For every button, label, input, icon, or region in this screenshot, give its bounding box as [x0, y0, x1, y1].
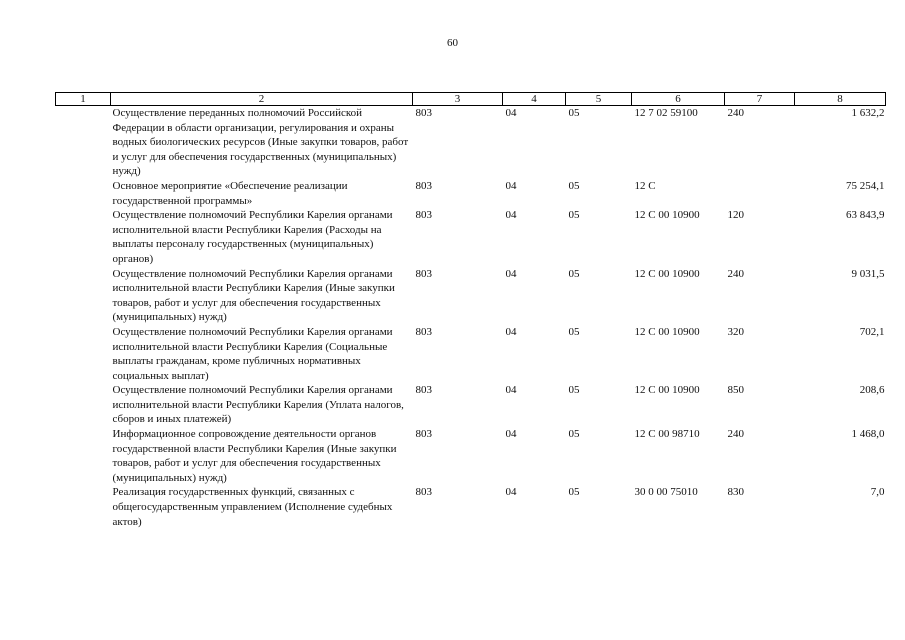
table-row — [56, 427, 886, 485]
section-code-cell: 04 — [505, 107, 517, 119]
expense-name-cell: Осуществление полномочий Республики Карелия органами исполнительной власти Республики Карелия (Уплата налогов, сборов и иных платежей) — [112, 384, 404, 426]
subsection-code-cell: 05 — [568, 179, 580, 192]
amount-cell: 702,1 — [859, 325, 885, 338]
section-code-cell: 04 — [505, 179, 517, 192]
amount-cell: 7,0 — [870, 486, 885, 499]
subsection-code-cell: 05 — [568, 209, 580, 222]
column-header: 5 — [566, 93, 632, 106]
amount-cell: 75 254,1 — [846, 179, 885, 192]
page-number: 60 — [447, 37, 458, 49]
column-header: 8 — [795, 93, 886, 106]
target-article-cell: 12 7 02 59100 — [634, 107, 698, 119]
expense-type-cell: 830 — [727, 486, 744, 499]
budget-table — [55, 92, 886, 529]
subsection-code-cell: 05 — [568, 325, 580, 338]
expense-name-cell: Реализация государственных функций, связанных с общегосударственным управлением (Исполнение судебных актов) — [112, 486, 393, 528]
expense-type-cell: 240 — [727, 428, 744, 441]
table-row — [56, 325, 886, 383]
target-article-cell: 12 С 00 10900 — [634, 384, 700, 397]
target-article-cell: 12 С — [634, 179, 656, 192]
column-header: 1 — [56, 93, 111, 106]
subsection-code-cell: 05 — [568, 267, 580, 280]
row-number-cell — [56, 485, 111, 529]
ministry-code-cell: 803 — [415, 325, 432, 338]
target-article-cell: 12 С 00 10900 — [634, 325, 700, 338]
column-header: 3 — [413, 93, 503, 106]
column-header: 7 — [725, 93, 795, 106]
ministry-code-cell: 803 — [415, 267, 432, 280]
expense-type-cell: 240 — [727, 107, 744, 119]
target-article-cell: 12 С 00 98710 — [634, 428, 700, 441]
expense-type-cell: 240 — [727, 267, 744, 280]
subsection-code-cell: 05 — [568, 107, 580, 119]
amount-cell: 208,6 — [859, 384, 885, 397]
expense-name-cell: Осуществление переданных полномочий Российской Федерации в области организации, регулирования и охраны водных биологических ресурсов (Иные закупки товаров, работ и услуг для обеспечения государственных (муниципальных) нужд) — [112, 107, 409, 178]
expense-name-cell: Осуществление полномочий Республики Карелия органами исполнительной власти Республики Карелия (Расходы на выплаты персоналу государственных (муниципальных) органов) — [112, 209, 393, 265]
amount-cell: 63 843,9 — [846, 209, 885, 222]
column-header: 6 — [632, 93, 725, 106]
ministry-code-cell: 803 — [415, 209, 432, 222]
table-row — [56, 208, 886, 266]
section-code-cell: 04 — [505, 267, 517, 280]
target-article-cell: 12 С 00 10900 — [634, 209, 700, 222]
section-code-cell: 04 — [505, 486, 517, 499]
row-number-cell — [56, 325, 111, 383]
section-code-cell: 04 — [505, 209, 517, 222]
column-header: 4 — [503, 93, 566, 106]
table-row — [56, 179, 886, 208]
column-header: 2 — [111, 93, 413, 106]
table-row — [56, 267, 886, 325]
expense-name-cell: Основное мероприятие «Обеспечение реализации государственной программы» — [112, 179, 348, 207]
expense-type-cell — [725, 179, 795, 208]
expense-name-cell: Осуществление полномочий Республики Карелия органами исполнительной власти Республики Карелия (Иные закупки товаров, работ и услуг для обеспечения государственных (муниципальных) нужд) — [112, 267, 395, 324]
target-article-cell: 30 0 00 75010 — [634, 486, 698, 499]
ministry-code-cell: 803 — [415, 384, 432, 397]
row-number-cell — [56, 179, 111, 208]
subsection-code-cell: 05 — [568, 428, 580, 441]
expense-type-cell: 120 — [727, 209, 744, 222]
section-code-cell: 04 — [505, 325, 517, 338]
expense-name-cell: Информационное сопровождение деятельности органов государственной власти Республики Карелия (Иные закупки товаров, работ и услуг для обеспечения государственных (муниципальных) нужд) — [112, 428, 397, 484]
amount-cell: 1 468,0 — [851, 428, 885, 441]
target-article-cell: 12 С 00 10900 — [634, 267, 700, 280]
section-code-cell: 04 — [505, 428, 517, 441]
expense-name-cell: Осуществление полномочий Республики Карелия органами исполнительной власти Республики Карелия (Социальные выплаты гражданам, кроме публичных нормативных социальных выплат) — [112, 325, 393, 382]
table-row — [56, 106, 886, 179]
expense-type-cell: 850 — [727, 384, 744, 397]
row-number-cell — [56, 427, 111, 485]
section-code-cell: 04 — [505, 384, 517, 397]
header-row — [56, 93, 886, 106]
amount-cell: 9 031,5 — [851, 267, 885, 280]
ministry-code-cell: 803 — [415, 179, 432, 192]
row-number-cell — [56, 383, 111, 427]
table-row — [56, 485, 886, 529]
expense-type-cell: 320 — [727, 325, 744, 338]
row-number-cell — [56, 267, 111, 325]
amount-cell: 1 632,2 — [851, 107, 885, 119]
subsection-code-cell: 05 — [568, 384, 580, 397]
table-row — [56, 383, 886, 427]
row-number-cell — [56, 106, 111, 179]
subsection-code-cell: 05 — [568, 486, 580, 499]
ministry-code-cell: 803 — [415, 428, 432, 441]
row-number-cell — [56, 208, 111, 266]
ministry-code-cell: 803 — [415, 486, 432, 499]
ministry-code-cell: 803 — [415, 107, 432, 119]
